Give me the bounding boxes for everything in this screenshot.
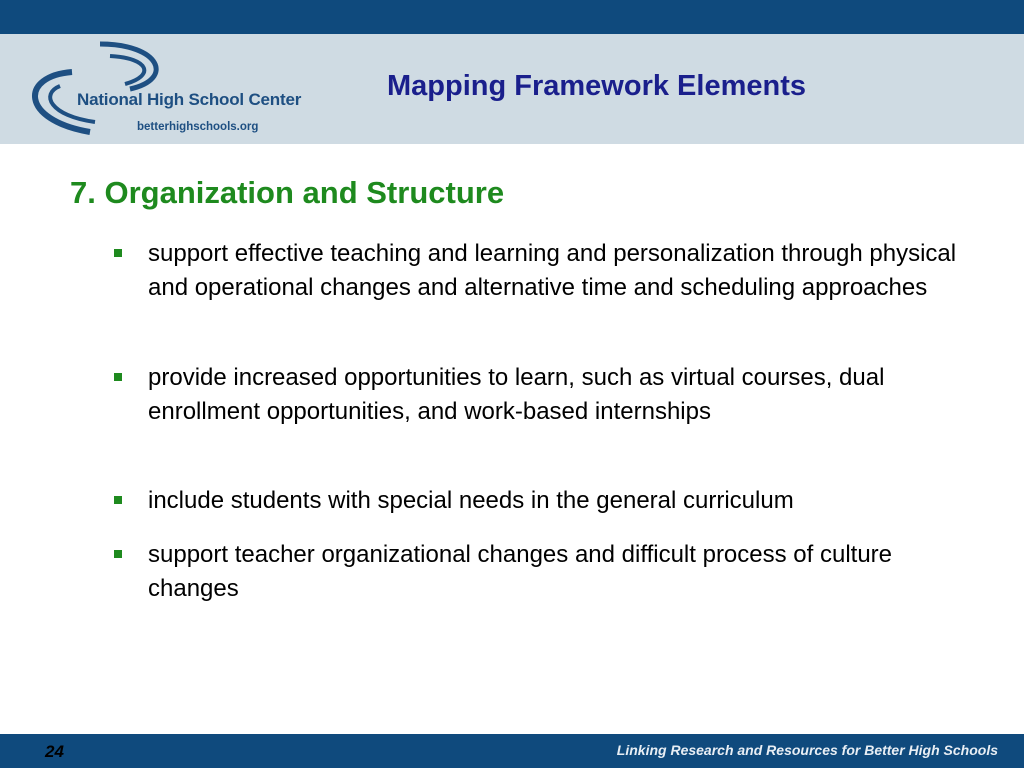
list-item — [148, 484, 968, 518]
list-item — [148, 361, 968, 429]
bullet-square-icon — [114, 249, 122, 257]
bullet-text: support teacher organizational changes and difficult process of culture changes — [148, 541, 893, 602]
bullet-square-icon — [114, 496, 122, 504]
bullet-square-icon — [114, 550, 122, 558]
logo-name: National High School Center — [77, 90, 302, 109]
bullet-text: support effective teaching and learning and personalization through physical and operational changes and alternative time and scheduling approaches — [148, 240, 957, 301]
page-number: 24 — [45, 742, 64, 761]
slide-title: Mapping Framework Elements — [387, 70, 806, 102]
footer-tagline: Linking Research and Resources for Better High Schools — [616, 742, 998, 758]
bullet-text: provide increased opportunities to learn, such as virtual courses, dual enrollment opportunities, and work-based internships — [148, 364, 885, 425]
section-heading: 7. Organization and Structure — [70, 175, 505, 210]
list-item — [148, 237, 968, 305]
list-item — [148, 538, 968, 606]
bullet-text: include students with special needs in the general curriculum — [148, 487, 794, 514]
logo-url: betterhighschools.org — [137, 121, 259, 133]
bullet-square-icon — [114, 373, 122, 381]
